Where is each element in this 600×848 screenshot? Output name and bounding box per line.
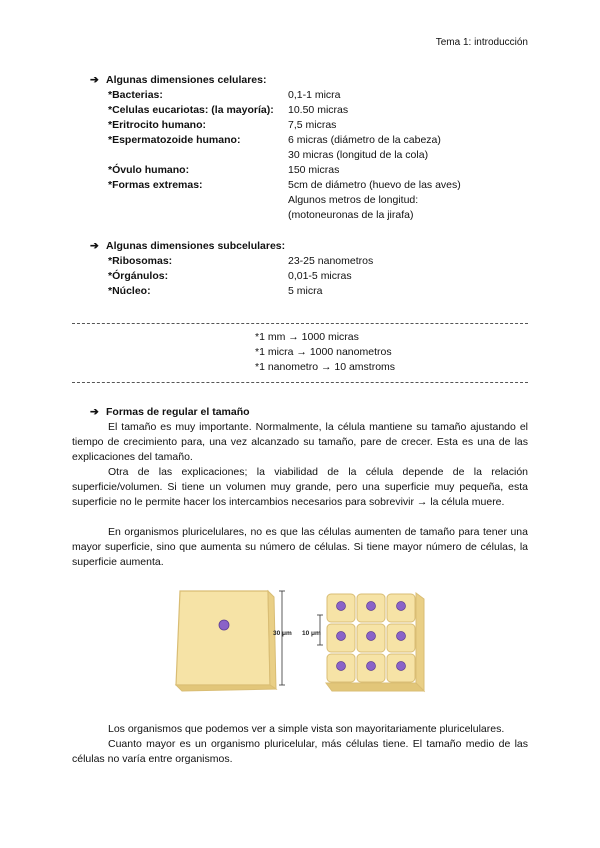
row-value: 5 micra xyxy=(288,285,323,297)
nucleus-icon xyxy=(337,632,346,641)
paragraph: Cuanto mayor es un organismo pluricelular, más células tiene. El tamaño medio de las células no varía entre organismos. xyxy=(72,738,528,765)
cellular-row xyxy=(108,164,528,179)
subcellular-title-text: Algunas dimensiones subcelulares: xyxy=(106,240,286,252)
row-value: 6 micras (diámetro de la cabeza) xyxy=(288,134,441,146)
row-label: *Formas extremas: xyxy=(108,179,203,191)
nucleus-icon xyxy=(367,602,376,611)
nucleus-icon xyxy=(367,662,376,671)
arrow-bullet-icon: ➔ xyxy=(90,240,99,252)
paragraph: El tamaño es muy importante. Normalmente, la célula mantiene su tamaño ajustando el tiempo de crecimiento para, una vez alcanzado su tamaño, pare de crecer. Esta es una de las explicaciones del tamaño. xyxy=(72,421,528,463)
cellular-row-continuation xyxy=(108,149,528,164)
conversion-line: *1 mm → 1000 micras xyxy=(255,331,359,343)
label-30um: 30 μm xyxy=(273,630,292,637)
row-value: 150 micras xyxy=(288,164,340,176)
conversion-line: *1 nanometro → 10 amstroms xyxy=(255,361,396,373)
size-title-text: Formas de regular el tamaño xyxy=(106,406,250,418)
page-header: Tema 1: introducción xyxy=(435,37,528,48)
paragraph: En organismos pluricelulares, no es que las células aumenten de tamaño para tener una mayor superficie, sino que aumenta su número de células. Si tiene mayor número de células, la superficie aumenta. xyxy=(72,526,528,568)
nucleus-icon xyxy=(337,602,346,611)
row-value: 0,01-5 micras xyxy=(288,270,352,282)
nucleus-icon xyxy=(337,662,346,671)
nucleus-icon xyxy=(397,632,406,641)
label-10um: 10 μm xyxy=(302,630,321,637)
row-value: 10.50 micras xyxy=(288,104,349,116)
cellular-dimensions-title xyxy=(90,74,266,86)
large-cell xyxy=(176,591,276,691)
row-value: (motoneuronas de la jirafa) xyxy=(288,209,414,221)
conversion-line: *1 micra → 1000 nanometros xyxy=(255,346,392,358)
subcellular-row xyxy=(108,285,528,300)
cellular-row xyxy=(108,104,528,119)
cellular-row xyxy=(108,134,528,149)
nucleus-icon xyxy=(219,620,229,630)
cell-size-figure xyxy=(170,585,440,705)
paragraph: Otra de las explicaciones; la viabilidad de la célula depende de la relación superficie/volumen. Si tiene un volumen muy grande, pero una superficie muy pequeña, esta superficie no le permite hacer los intercambios necesarios para sobrevivir → la célula muere. xyxy=(72,466,528,508)
cellular-title-text: Algunas dimensiones celulares: xyxy=(106,74,267,86)
cellular-row xyxy=(108,119,528,134)
nucleus-icon xyxy=(397,602,406,611)
dimension-marker-small xyxy=(302,615,323,645)
cellular-row-continuation xyxy=(108,209,528,224)
subcellular-row xyxy=(108,270,528,285)
row-label: *Ribosomas: xyxy=(108,255,173,267)
row-label: *Espermatozoide humano: xyxy=(108,134,241,146)
cellular-row xyxy=(108,89,528,104)
row-value: 5cm de diámetro (huevo de las aves) xyxy=(288,179,461,191)
row-value: Algunos metros de longitud: xyxy=(288,194,419,206)
row-label: *Óvulo humano: xyxy=(108,164,190,176)
row-label: *Bacterias: xyxy=(108,89,163,101)
row-value: 30 micras (longitud de la cola) xyxy=(288,149,429,161)
paragraph: Los organismos que podemos ver a simple vista son mayoritariamente pluricelulares. xyxy=(108,723,505,735)
row-label: *Núcleo: xyxy=(108,285,151,297)
arrow-bullet-icon: ➔ xyxy=(90,406,99,418)
cluster-side-face xyxy=(416,593,424,691)
row-label: *Órgánulos: xyxy=(108,270,169,282)
small-cell-cluster xyxy=(326,593,424,691)
cellular-row-continuation xyxy=(108,194,528,209)
row-label: *Eritrocito humano: xyxy=(108,119,207,131)
dashed-divider-bottom xyxy=(72,382,528,383)
cell-comparison-illustration xyxy=(170,585,440,705)
row-value: 7,5 micras xyxy=(288,119,337,131)
cluster-bottom-face xyxy=(326,683,424,691)
row-value: 0,1-1 micra xyxy=(288,89,341,101)
dashed-divider-top xyxy=(72,323,528,324)
row-value: 23-25 nanometros xyxy=(288,255,374,267)
row-label: *Celulas eucariotas: (la mayoría): xyxy=(108,104,274,116)
subcellular-dimensions-title xyxy=(90,240,285,252)
nucleus-icon xyxy=(367,632,376,641)
arrow-bullet-icon: ➔ xyxy=(90,74,99,86)
nucleus-icon xyxy=(397,662,406,671)
subcellular-row xyxy=(108,255,528,270)
cellular-row xyxy=(108,179,528,194)
size-regulation-title xyxy=(90,406,250,418)
